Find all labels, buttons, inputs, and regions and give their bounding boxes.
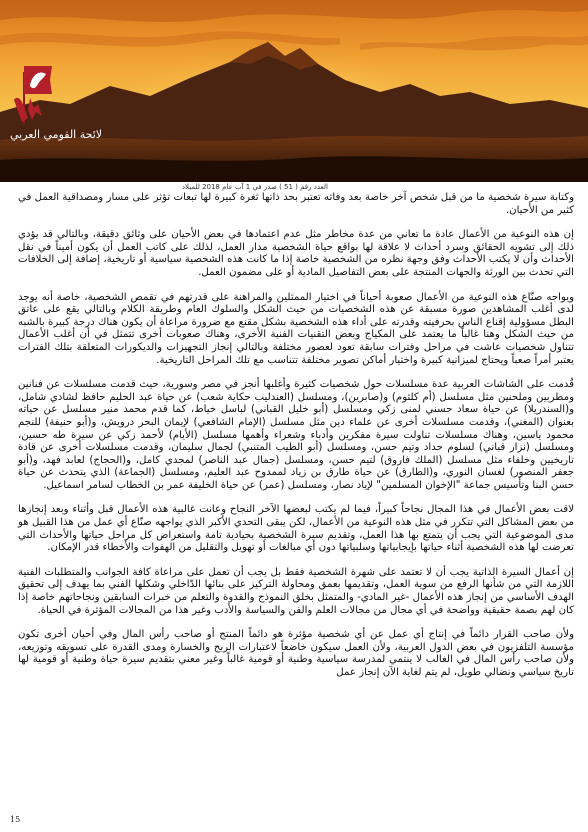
- issue-date-text: العدد رقم ( 51 ) صدر في 1 آب عام 2018 للميلاد: [181, 183, 328, 191]
- paragraph: ولأن صاحب القرار دائماً في إنتاج أي عمل عن أي شخصية مؤثرة هو دائماً المنتج أو صاحب رأس المال وفي أحيان أخرى تكون مؤسسة التلفزيون في بعض الدول العربية، ولأن العمل سيكون خاضعاً لاعتبارات الربح والخسارة ومدى القدرة على تسويقه وتوزيعه، ولأن صاحب رأس المال في الغالب لا ينتمي لمدرسة سياسية وطنية أو قومية غالباً وغير معني بتقديم سيرة حياة وطنية أو قومية لها تاريخ سياسي ونضالي طويل، لم يتم لغاية الآن إنجاز عمل: [18, 629, 574, 678]
- paragraph: لاقت بعض الأعمال في هذا المجال نجاحاً كبيراً، فيما لم يكتب لبعضها الآخر النجاح وعانت غالبية هذه الأعمال قبل وأثناء وبعد إنجازها من بعض المشاكل التي تتكرر في مثل هذه النوعية من الأعمال، لكن يبقى التحدي الأكبر الذي يواجهه صنّاع أي عمل من هذا القبيل هو مدى الموضوعية التي يجب أن يتمتع بها هذا العمل، وتقديم سيرة الشخصية بحيادية تامة واستعراض كل مراحل حياتها والأحداث التي تعرضت لها هذه الشخصية أثناء حياتها بإيجابياتها وسلبياتها دون أي مبالغات أو تهويل والتقليل من الهفوات والأخطاء قدر الإمكان.: [18, 504, 574, 554]
- paragraph: وكتابة سيرة شخصية ما من قبل شخص آخر خاصة بعد وفاته تعتبر بحد ذاتها ثغرة كبيرة لها تبعات تؤثر على مسار ومصداقية العمل في كثير من الأحيان.: [18, 192, 574, 216]
- logo-text: لائحة القومي العربي: [10, 128, 103, 141]
- article-body: [18, 192, 574, 692]
- header-banner: [0, 0, 588, 182]
- paragraph: ويواجه صنّاع هذه النوعية من الأعمال صعوبة أحياناً في اختيار الممثلين والمراهنة على قدرتهم في تقمص الشخصية، خاصة أنه يوجد لدى أغلب المشاهدين صورة مسبقة عن هذه الشخصيات من حيث الشكل والسلوك العام وطريقة الكلام وبالتالي يقع على عاتق البطل مسؤولية إقناع الناس بحرفيته وقدرته على أداء هذه الشخصية بشكل مقنع مع ضرورة مراعاة أن يكون هناك درجة كبيرة بالشبه من حيث الشكل وهنا غالباً ما يعتمد على المكياج وبعض التقنيات الفنية الأخرى، وهناك صعوبات أخرى تتمثل في أن أغلب الأعمال تتناول شخصيات عاشت في مراحل وفترات سابقة تعود لعصور مختلفة وبالتالي إنجاز التجهيزات والديكورات المتعلقة بتلك الفترات يعتبر أمراً صعباً ويحتاج لميزانية كبيرة واختيار أماكن تصوير مختلفة تتناسب مع تلك المراحل التاريخية.: [18, 291, 574, 366]
- page-number: 15: [10, 815, 21, 824]
- mountain-sunset-image: [0, 0, 588, 182]
- paragraph: إن أعمال السيرة الذاتية يجب أن لا تعتمد على شهرة الشخصية فقط بل يجب أن تعمل على مراعاة كافة الجوانب والمتطلبات الفنية اللازمة التي من شأنها الرفع من سوية العمل، وتقديمها بعمق ومحاولة التركيز على بنائها الدّاخلي وشكلها الفني بما يهدف إلى تحقيق الهدف الأساسي من إنجاز هذه الأعمال -غير المادي- والمتمثل بخلق النموذج والقدوة والتعلم من خبرات السابقين ونجاحاتهم خاصة إذا كان لهم بصمة حقيقية وواضحة في أي مجال من مجالات العلم والفن والسياسة والأدب وغير هذا من المجالات المؤثرة في الحياة.: [18, 566, 574, 616]
- paragraph: قُدمت على الشاشات العربية عدة مسلسلات حول شخصيات كثيرة وأغلبها أنجز في مصر وسورية، حيث قدمت مسلسلات عن فنانين ومطربين وملحنين مثل مسلسل (أم كلثوم) و(صابرين)، ومسلسل (العندليب حكاية شعب) عن حياة عبد الحليم حافظ لشادي شامل، و(السندريلا) عن حياة سعاد حسني لمنى زكي ومسلسل (أبو خليل القباني) لباسل خياط، كما قدم محمد منير مسلسل عن حياته بعنوان (المغني)، وقدمت مسلسلات أخرى عن علماء دين مثل مسلسل (الإمام الشافعي) لإيمان البحر درويش، و(أبو حنيفة) للنجم محمود ياسين، وهناك مسلسلات تناولت سيرة مفكرين وأدباء وشعراء وأهمها مسلسل (الأيام) لأحمد زكي عن سيرة طه حسين، ومسلسل (نزار قباني) لسلوم حداد وتيم حسن، ومسلسل (أبو الطيب المتنبي) لجمال سليمان، وقدمت مسلسلات أخرى عن قادة تاريخيين وخلفاء مثل مسلسل (الملك فاروق) لتيم حسن، ومسلسل (جمال عبد الناصر) لمجدي كامل، و(الحجاج) لعابد فهد، و(أبو جعفر المنصور) لغسان النوري، و(الطارق) عن حياة طارق بن زياد لممدوح عبد العليم، ومسلسل (الجماعة) الذي يتحدث عن حياة حسن البنا وتأسيس جماعة "الإخوان المسلمين" لإياد نصار، ومسلسل (عمر) عن حياة الخليفة عمر بن الخطاب لسامر اسماعيل.: [18, 379, 574, 491]
- paragraph: إن هذه النوعية من الأعمال عادة ما تعاني من عدة مخاطر مثل عدم اعتمادها في بعض الأحيان على وثائق دقيقة، وبالتالي قد يؤدي ذلك إلى تشويه الحقائق وسرد أحداث لا علاقة لها بواقع حياة الشخصية مدار العمل، لذلك على كاتب العمل أن يكون أميناً في نقل الأحداث وأن لا يكتب الأحداث وفق وجهة نظره من الشخصية خاصة إذا ما كانت هذه الشخصية سياسية أو تاريخية، إضافة إلى الخلافات التي تحدث بين الورثة والجهات المنتجة على بعض التفاصيل المادية أو على مضمون العمل.: [18, 229, 574, 278]
